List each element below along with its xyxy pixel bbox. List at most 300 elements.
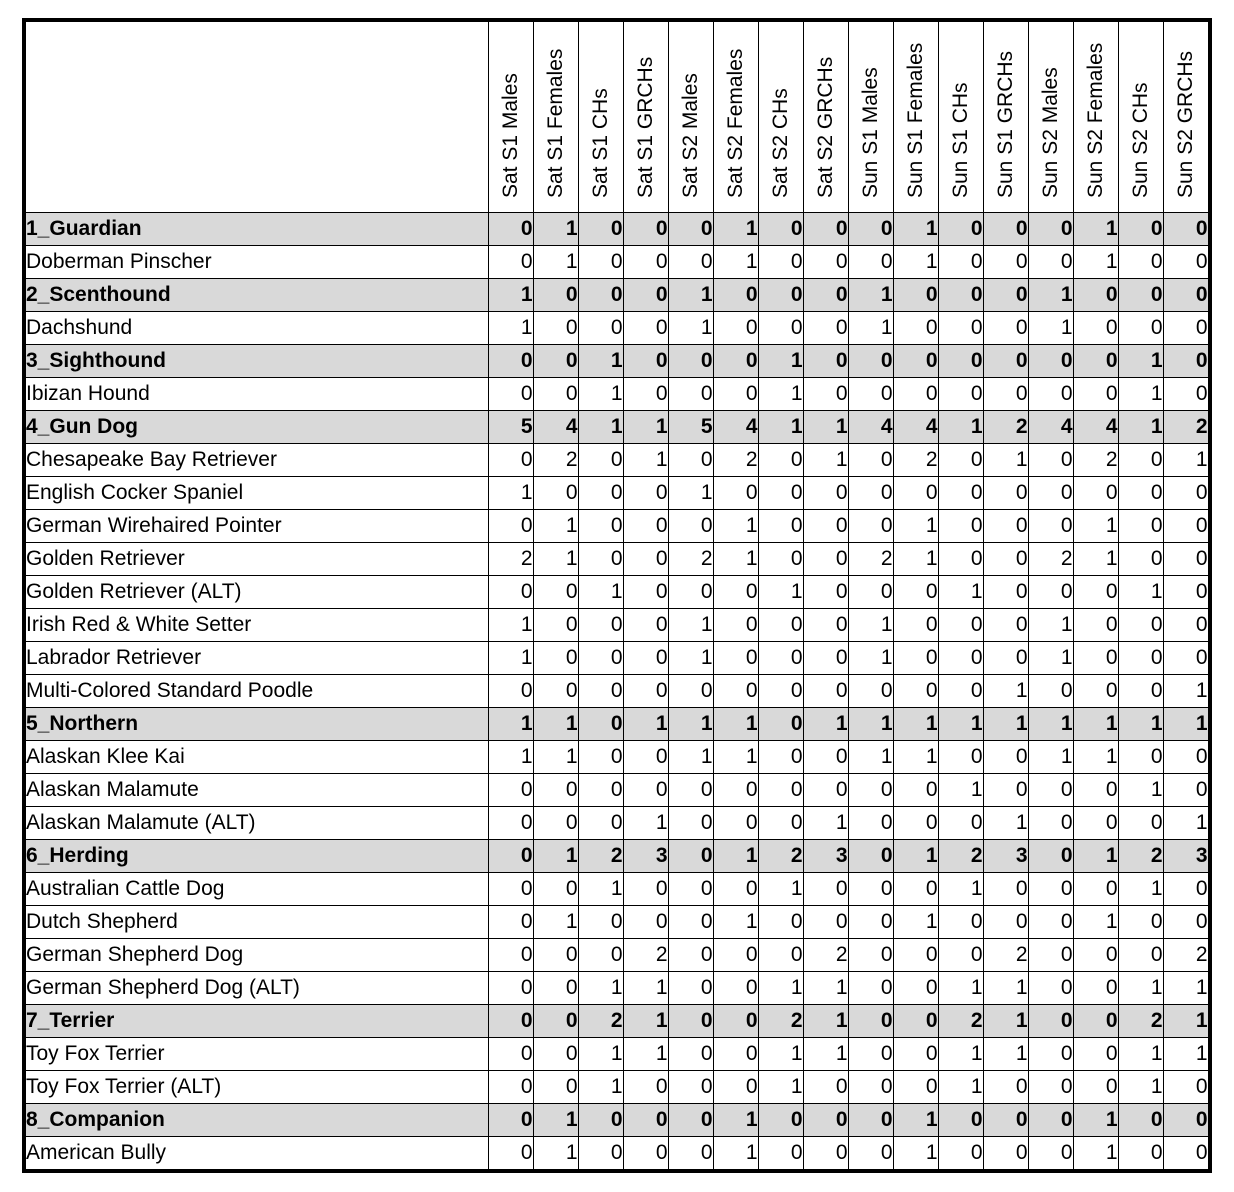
column-header-label: Sat S2 CHs — [768, 88, 792, 198]
count-cell: 1 — [623, 444, 668, 477]
count-cell: 1 — [533, 510, 578, 543]
count-cell: 0 — [848, 246, 893, 279]
count-cell: 1 — [1073, 1104, 1118, 1137]
count-cell: 0 — [758, 477, 803, 510]
count-cell: 0 — [983, 1071, 1028, 1104]
count-cell: 0 — [938, 510, 983, 543]
column-header-label: Sun S1 GRCHs — [993, 50, 1017, 198]
column-header — [893, 20, 938, 213]
count-cell: 1 — [623, 807, 668, 840]
count-cell: 0 — [533, 807, 578, 840]
count-cell: 0 — [1118, 609, 1163, 642]
count-cell: 1 — [758, 411, 803, 444]
count-cell: 1 — [533, 213, 578, 246]
count-cell: 0 — [488, 1071, 533, 1104]
count-cell: 0 — [1028, 444, 1073, 477]
count-cell: 1 — [983, 708, 1028, 741]
count-cell: 0 — [1163, 1137, 1210, 1172]
count-cell: 0 — [578, 741, 623, 774]
count-cell: 1 — [983, 807, 1028, 840]
count-cell: 0 — [983, 741, 1028, 774]
count-cell: 0 — [1163, 642, 1210, 675]
count-cell: 0 — [1118, 279, 1163, 312]
count-cell: 1 — [803, 972, 848, 1005]
count-cell: 1 — [803, 444, 848, 477]
count-cell: 0 — [533, 345, 578, 378]
count-cell: 2 — [1163, 411, 1210, 444]
count-cell: 0 — [848, 807, 893, 840]
column-header — [713, 20, 758, 213]
count-cell: 0 — [713, 873, 758, 906]
count-cell: 0 — [938, 213, 983, 246]
count-cell: 0 — [533, 873, 578, 906]
count-cell: 0 — [1028, 213, 1073, 246]
count-cell: 0 — [1028, 345, 1073, 378]
group-row — [24, 1104, 1210, 1137]
breed-row — [24, 378, 1210, 411]
breed-row — [24, 444, 1210, 477]
count-cell: 0 — [668, 939, 713, 972]
count-cell: 0 — [848, 906, 893, 939]
count-cell: 0 — [713, 312, 758, 345]
breed-row — [24, 1038, 1210, 1071]
count-cell: 1 — [1073, 840, 1118, 873]
count-cell: 0 — [893, 873, 938, 906]
count-cell: 0 — [1118, 675, 1163, 708]
count-cell: 0 — [1073, 774, 1118, 807]
count-cell: 1 — [488, 708, 533, 741]
count-cell: 0 — [668, 1104, 713, 1137]
column-header-label: Sat S1 Females — [543, 48, 567, 198]
count-cell: 0 — [668, 675, 713, 708]
count-cell: 0 — [578, 213, 623, 246]
count-cell: 1 — [1073, 1137, 1118, 1172]
count-cell: 0 — [803, 1137, 848, 1172]
count-cell: 0 — [893, 609, 938, 642]
count-cell: 0 — [578, 477, 623, 510]
count-cell: 0 — [1163, 1071, 1210, 1104]
count-cell: 1 — [758, 873, 803, 906]
count-cell: 0 — [713, 378, 758, 411]
count-cell: 0 — [713, 345, 758, 378]
count-cell: 1 — [938, 873, 983, 906]
count-cell: 0 — [938, 345, 983, 378]
count-cell: 0 — [938, 279, 983, 312]
count-cell: 0 — [1163, 774, 1210, 807]
count-cell: 0 — [623, 378, 668, 411]
count-cell: 0 — [668, 345, 713, 378]
count-cell: 0 — [1118, 543, 1163, 576]
count-cell: 1 — [578, 873, 623, 906]
count-cell: 2 — [938, 1005, 983, 1038]
count-cell: 0 — [893, 279, 938, 312]
count-cell: 0 — [848, 378, 893, 411]
breed-name-cell: Alaskan Klee Kai — [24, 741, 488, 774]
count-cell: 0 — [1163, 543, 1210, 576]
count-cell: 1 — [938, 1038, 983, 1071]
count-cell: 0 — [848, 1071, 893, 1104]
breed-name-cell: Chesapeake Bay Retriever — [24, 444, 488, 477]
count-cell: 0 — [668, 972, 713, 1005]
count-cell: 1 — [893, 510, 938, 543]
column-header-label: Sun S2 CHs — [1128, 82, 1152, 198]
count-cell: 0 — [623, 741, 668, 774]
count-cell: 0 — [803, 873, 848, 906]
count-cell: 0 — [1073, 675, 1118, 708]
count-cell: 0 — [533, 774, 578, 807]
count-cell: 1 — [758, 576, 803, 609]
count-cell: 0 — [1118, 1137, 1163, 1172]
count-cell: 0 — [803, 609, 848, 642]
count-cell: 1 — [1118, 774, 1163, 807]
group-name-cell: 8_Companion — [24, 1104, 488, 1137]
count-cell: 0 — [803, 576, 848, 609]
count-cell: 1 — [938, 1071, 983, 1104]
count-cell: 1 — [533, 840, 578, 873]
count-cell: 4 — [713, 411, 758, 444]
count-cell: 0 — [803, 213, 848, 246]
count-cell: 2 — [758, 840, 803, 873]
count-cell: 2 — [893, 444, 938, 477]
count-cell: 1 — [1028, 609, 1073, 642]
count-cell: 2 — [983, 411, 1028, 444]
count-cell: 0 — [668, 246, 713, 279]
count-cell: 0 — [983, 906, 1028, 939]
count-cell: 0 — [803, 1071, 848, 1104]
count-cell: 0 — [1028, 873, 1073, 906]
breed-row — [24, 246, 1210, 279]
count-cell: 0 — [983, 213, 1028, 246]
count-cell: 0 — [1118, 1104, 1163, 1137]
count-cell: 0 — [533, 1071, 578, 1104]
count-cell: 1 — [893, 543, 938, 576]
count-cell: 1 — [938, 774, 983, 807]
count-cell: 0 — [848, 840, 893, 873]
breed-row — [24, 873, 1210, 906]
count-cell: 0 — [713, 642, 758, 675]
count-cell: 1 — [893, 741, 938, 774]
count-cell: 0 — [1073, 1038, 1118, 1071]
count-cell: 0 — [803, 543, 848, 576]
count-cell: 0 — [938, 1137, 983, 1172]
count-cell: 0 — [488, 1038, 533, 1071]
count-cell: 0 — [623, 543, 668, 576]
count-cell: 5 — [488, 411, 533, 444]
count-cell: 0 — [1163, 279, 1210, 312]
count-cell: 0 — [713, 774, 758, 807]
count-cell: 0 — [1028, 1071, 1073, 1104]
count-cell: 0 — [578, 906, 623, 939]
count-cell: 1 — [1118, 345, 1163, 378]
count-cell: 0 — [1163, 906, 1210, 939]
count-cell: 1 — [1073, 510, 1118, 543]
count-cell: 1 — [668, 609, 713, 642]
count-cell: 0 — [803, 1104, 848, 1137]
count-cell: 0 — [1028, 906, 1073, 939]
count-cell: 1 — [893, 1104, 938, 1137]
count-cell: 0 — [1028, 840, 1073, 873]
count-cell: 1 — [533, 246, 578, 279]
count-cell: 0 — [488, 1137, 533, 1172]
count-cell: 2 — [983, 939, 1028, 972]
count-cell: 0 — [1028, 675, 1073, 708]
count-cell: 0 — [848, 477, 893, 510]
count-cell: 1 — [983, 444, 1028, 477]
count-cell: 0 — [713, 939, 758, 972]
breed-row — [24, 642, 1210, 675]
count-cell: 1 — [803, 1005, 848, 1038]
count-cell: 0 — [893, 378, 938, 411]
breed-name-cell: Dutch Shepherd — [24, 906, 488, 939]
count-cell: 0 — [848, 1038, 893, 1071]
count-cell: 0 — [578, 609, 623, 642]
count-cell: 0 — [1118, 642, 1163, 675]
count-cell: 0 — [623, 642, 668, 675]
breed-name-cell: Ibizan Hound — [24, 378, 488, 411]
count-cell: 1 — [1163, 1005, 1210, 1038]
count-cell: 0 — [983, 312, 1028, 345]
breed-name-cell: German Shepherd Dog — [24, 939, 488, 972]
count-cell: 0 — [488, 378, 533, 411]
count-cell: 2 — [668, 543, 713, 576]
count-cell: 0 — [803, 378, 848, 411]
count-cell: 0 — [1118, 213, 1163, 246]
count-cell: 0 — [1073, 477, 1118, 510]
count-cell: 1 — [893, 840, 938, 873]
count-cell: 0 — [1028, 477, 1073, 510]
count-cell: 0 — [758, 906, 803, 939]
count-cell: 0 — [533, 939, 578, 972]
count-cell: 0 — [1118, 510, 1163, 543]
count-cell: 0 — [1163, 213, 1210, 246]
count-cell: 0 — [623, 675, 668, 708]
count-cell: 0 — [1163, 345, 1210, 378]
count-cell: 0 — [668, 444, 713, 477]
column-header — [848, 20, 893, 213]
column-header — [1073, 20, 1118, 213]
group-row — [24, 708, 1210, 741]
count-cell: 0 — [623, 510, 668, 543]
count-cell: 2 — [1028, 543, 1073, 576]
count-cell: 4 — [848, 411, 893, 444]
count-cell: 0 — [803, 510, 848, 543]
count-cell: 1 — [758, 1038, 803, 1071]
count-cell: 0 — [803, 345, 848, 378]
count-cell: 1 — [848, 279, 893, 312]
count-cell: 0 — [1163, 576, 1210, 609]
count-cell: 0 — [983, 510, 1028, 543]
count-cell: 0 — [623, 312, 668, 345]
count-cell: 1 — [1163, 807, 1210, 840]
count-cell: 1 — [488, 279, 533, 312]
count-cell: 0 — [848, 972, 893, 1005]
count-cell: 0 — [1118, 444, 1163, 477]
count-cell: 1 — [848, 312, 893, 345]
breed-name-cell: Alaskan Malamute — [24, 774, 488, 807]
count-cell: 0 — [533, 972, 578, 1005]
count-cell: 0 — [713, 279, 758, 312]
count-cell: 1 — [488, 312, 533, 345]
count-cell: 2 — [938, 840, 983, 873]
count-cell: 0 — [1073, 345, 1118, 378]
count-cell: 0 — [623, 1137, 668, 1172]
column-header — [488, 20, 533, 213]
count-cell: 0 — [893, 1005, 938, 1038]
count-cell: 1 — [668, 477, 713, 510]
breed-name-cell: Alaskan Malamute (ALT) — [24, 807, 488, 840]
count-cell: 1 — [1028, 642, 1073, 675]
count-cell: 0 — [758, 246, 803, 279]
column-header-label: Sun S2 GRCHs — [1173, 50, 1197, 198]
count-cell: 1 — [488, 741, 533, 774]
count-cell: 1 — [893, 906, 938, 939]
breed-name-cell: Golden Retriever — [24, 543, 488, 576]
count-cell: 1 — [1073, 708, 1118, 741]
count-cell: 0 — [803, 675, 848, 708]
count-cell: 0 — [938, 246, 983, 279]
count-cell: 0 — [1163, 873, 1210, 906]
column-header-label: Sat S1 GRCHs — [633, 56, 657, 198]
count-cell: 2 — [488, 543, 533, 576]
count-cell: 0 — [983, 246, 1028, 279]
count-cell: 1 — [713, 1137, 758, 1172]
column-header-label: Sat S2 Males — [678, 73, 702, 198]
count-cell: 1 — [623, 708, 668, 741]
count-cell: 0 — [488, 576, 533, 609]
count-cell: 0 — [848, 1104, 893, 1137]
count-cell: 1 — [1073, 543, 1118, 576]
count-cell: 0 — [1073, 609, 1118, 642]
count-cell: 0 — [938, 1104, 983, 1137]
count-cell: 0 — [848, 510, 893, 543]
count-cell: 1 — [668, 708, 713, 741]
count-cell: 1 — [848, 609, 893, 642]
count-cell: 0 — [1028, 510, 1073, 543]
count-cell: 1 — [1028, 279, 1073, 312]
count-cell: 0 — [1118, 741, 1163, 774]
column-header — [533, 20, 578, 213]
column-header-label: Sat S1 Males — [498, 73, 522, 198]
count-cell: 0 — [1073, 378, 1118, 411]
count-cell: 0 — [1163, 246, 1210, 279]
count-cell: 0 — [533, 378, 578, 411]
count-cell: 0 — [488, 972, 533, 1005]
column-header — [983, 20, 1028, 213]
count-cell: 1 — [488, 609, 533, 642]
column-header-label: Sun S2 Males — [1038, 67, 1062, 198]
count-cell: 0 — [1028, 1104, 1073, 1137]
count-cell: 0 — [623, 774, 668, 807]
count-cell: 0 — [578, 279, 623, 312]
column-header — [623, 20, 668, 213]
count-cell: 1 — [893, 213, 938, 246]
count-cell: 0 — [758, 642, 803, 675]
count-cell: 0 — [758, 1104, 803, 1137]
breed-name-cell: Doberman Pinscher — [24, 246, 488, 279]
count-cell: 1 — [1118, 411, 1163, 444]
column-header — [1118, 20, 1163, 213]
count-cell: 0 — [848, 576, 893, 609]
group-row — [24, 279, 1210, 312]
count-cell: 0 — [668, 873, 713, 906]
breed-name-cell: German Shepherd Dog (ALT) — [24, 972, 488, 1005]
count-cell: 1 — [533, 741, 578, 774]
count-cell: 0 — [668, 576, 713, 609]
count-cell: 1 — [668, 279, 713, 312]
count-cell: 1 — [1163, 708, 1210, 741]
count-cell: 0 — [668, 840, 713, 873]
count-cell: 2 — [1118, 1005, 1163, 1038]
count-cell: 1 — [668, 642, 713, 675]
column-header — [758, 20, 803, 213]
count-cell: 0 — [758, 444, 803, 477]
group-row — [24, 345, 1210, 378]
count-cell: 0 — [938, 741, 983, 774]
count-cell: 0 — [713, 972, 758, 1005]
count-cell: 2 — [578, 840, 623, 873]
count-cell: 0 — [938, 477, 983, 510]
group-name-cell: 7_Terrier — [24, 1005, 488, 1038]
count-cell: 1 — [1163, 675, 1210, 708]
count-cell: 0 — [803, 774, 848, 807]
breed-name-cell: Labrador Retriever — [24, 642, 488, 675]
count-cell: 1 — [713, 246, 758, 279]
count-cell: 1 — [1118, 1038, 1163, 1071]
count-cell: 2 — [1163, 939, 1210, 972]
count-cell: 1 — [803, 807, 848, 840]
column-header-label: Sat S2 GRCHs — [813, 56, 837, 198]
column-header-label: Sun S1 Males — [858, 67, 882, 198]
count-cell: 1 — [803, 411, 848, 444]
count-cell: 0 — [848, 444, 893, 477]
count-cell: 0 — [758, 774, 803, 807]
count-cell: 0 — [803, 642, 848, 675]
count-cell: 0 — [1073, 312, 1118, 345]
count-cell: 1 — [578, 1038, 623, 1071]
count-cell: 0 — [848, 675, 893, 708]
count-cell: 1 — [893, 708, 938, 741]
count-cell: 0 — [623, 279, 668, 312]
count-cell: 0 — [1163, 510, 1210, 543]
count-cell: 0 — [488, 1005, 533, 1038]
count-cell: 0 — [1073, 972, 1118, 1005]
count-cell: 3 — [983, 840, 1028, 873]
count-cell: 1 — [893, 1137, 938, 1172]
count-cell: 1 — [848, 708, 893, 741]
count-cell: 0 — [893, 939, 938, 972]
count-cell: 0 — [488, 939, 533, 972]
column-header-label: Sun S1 Females — [903, 42, 927, 198]
count-cell: 0 — [1028, 378, 1073, 411]
count-cell: 0 — [1073, 807, 1118, 840]
count-cell: 0 — [1163, 312, 1210, 345]
count-cell: 0 — [1028, 972, 1073, 1005]
breed-name-cell: Irish Red & White Setter — [24, 609, 488, 642]
column-header — [938, 20, 983, 213]
count-cell: 0 — [1073, 939, 1118, 972]
count-cell: 0 — [623, 213, 668, 246]
count-cell: 1 — [848, 642, 893, 675]
count-cell: 0 — [533, 1005, 578, 1038]
group-row — [24, 840, 1210, 873]
count-cell: 1 — [938, 411, 983, 444]
group-name-cell: 3_Sighthound — [24, 345, 488, 378]
count-cell: 0 — [623, 873, 668, 906]
count-cell: 1 — [713, 708, 758, 741]
count-cell: 0 — [623, 246, 668, 279]
count-cell: 0 — [533, 279, 578, 312]
count-cell: 1 — [578, 411, 623, 444]
